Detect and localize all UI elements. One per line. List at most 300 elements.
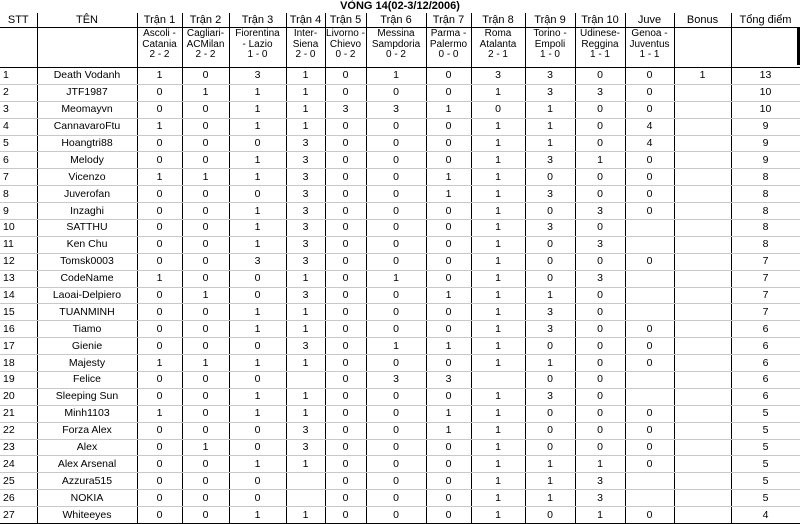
score-cell[interactable]: 1 [229,118,286,135]
player-name-cell[interactable]: CannavaroFtu [37,118,137,135]
score-cell[interactable]: 0 [426,253,471,270]
score-cell[interactable]: 0 [426,68,471,85]
score-cell[interactable]: 0 [426,236,471,253]
rank-cell[interactable]: 8 [0,186,37,203]
score-cell[interactable] [674,422,731,439]
score-cell[interactable]: 1 [471,405,525,422]
score-cell[interactable]: 5 [731,490,800,507]
column-header[interactable]: Trận 3 [229,13,286,28]
score-cell[interactable]: 1 [426,338,471,355]
rank-cell[interactable]: 5 [0,135,37,152]
score-cell[interactable]: 0 [137,186,182,203]
match-cell[interactable] [182,28,229,68]
player-name-cell[interactable]: Sleeping Sun [37,388,137,405]
score-cell[interactable]: 1 [286,456,325,473]
score-cell[interactable]: 1 [286,355,325,372]
score-cell[interactable]: 0 [229,490,286,507]
rank-cell[interactable]: 18 [0,355,37,372]
score-cell[interactable]: 3 [286,203,325,220]
rank-cell[interactable]: 7 [0,169,37,186]
rank-cell[interactable]: 23 [0,439,37,456]
score-cell[interactable]: 1 [471,236,525,253]
score-cell[interactable]: 0 [229,439,286,456]
score-cell[interactable]: 0 [525,203,575,220]
score-cell[interactable]: 0 [625,152,674,169]
score-cell[interactable]: 0 [325,405,366,422]
score-cell[interactable]: 0 [182,101,229,118]
match-cell[interactable] [325,28,366,68]
column-header[interactable]: Trận 7 [426,13,471,28]
score-cell[interactable]: 0 [575,253,625,270]
score-cell[interactable]: 0 [366,321,426,338]
score-cell[interactable]: 7 [731,304,800,321]
score-cell[interactable]: 0 [366,118,426,135]
score-cell[interactable] [674,405,731,422]
score-cell[interactable]: 8 [731,169,800,186]
score-cell[interactable]: 1 [471,186,525,203]
score-cell[interactable]: 0 [625,338,674,355]
score-cell[interactable]: 1 [471,152,525,169]
score-cell[interactable]: 0 [525,372,575,389]
score-cell[interactable] [674,203,731,220]
score-cell[interactable]: 3 [525,220,575,237]
score-cell[interactable] [625,490,674,507]
score-cell[interactable]: 0 [229,372,286,389]
score-cell[interactable]: 0 [366,439,426,456]
score-cell[interactable]: 1 [229,304,286,321]
score-cell[interactable]: 3 [366,101,426,118]
rank-cell[interactable]: 21 [0,405,37,422]
score-cell[interactable]: 8 [731,203,800,220]
score-cell[interactable]: 0 [366,422,426,439]
score-cell[interactable]: 8 [731,220,800,237]
rank-cell[interactable]: 15 [0,304,37,321]
score-cell[interactable]: 0 [137,372,182,389]
score-cell[interactable]: 6 [731,338,800,355]
column-header[interactable]: Trận 10 [575,13,625,28]
score-cell[interactable]: 0 [426,490,471,507]
score-cell[interactable]: 5 [731,473,800,490]
match-cell[interactable] [37,28,137,68]
score-cell[interactable]: 0 [137,321,182,338]
score-cell[interactable]: 0 [137,388,182,405]
score-cell[interactable]: 0 [366,253,426,270]
rank-cell[interactable]: 20 [0,388,37,405]
score-cell[interactable]: 0 [575,169,625,186]
score-cell[interactable]: 3 [575,473,625,490]
score-cell[interactable]: 5 [731,422,800,439]
column-header[interactable]: Trận 1 [137,13,182,28]
rank-cell[interactable]: 4 [0,118,37,135]
score-cell[interactable] [674,101,731,118]
score-cell[interactable]: 0 [426,84,471,101]
score-cell[interactable] [471,372,525,389]
score-cell[interactable]: 0 [182,220,229,237]
score-cell[interactable]: 0 [426,270,471,287]
score-cell[interactable]: 0 [575,220,625,237]
score-cell[interactable]: 0 [625,355,674,372]
score-cell[interactable]: 0 [137,507,182,524]
score-cell[interactable]: 0 [525,405,575,422]
score-cell[interactable] [674,84,731,101]
score-cell[interactable]: 1 [182,355,229,372]
score-cell[interactable]: 1 [229,388,286,405]
score-cell[interactable]: 0 [325,270,366,287]
score-cell[interactable]: 1 [286,321,325,338]
score-cell[interactable]: 3 [575,84,625,101]
score-cell[interactable]: 3 [229,68,286,85]
score-cell[interactable] [674,439,731,456]
score-cell[interactable]: 0 [325,473,366,490]
player-name-cell[interactable]: Inzaghi [37,203,137,220]
score-cell[interactable]: 1 [426,287,471,304]
score-cell[interactable]: 0 [575,439,625,456]
score-cell[interactable]: 3 [575,270,625,287]
score-cell[interactable]: 6 [731,388,800,405]
rank-cell[interactable]: 13 [0,270,37,287]
score-cell[interactable]: 0 [325,68,366,85]
score-cell[interactable]: 0 [182,304,229,321]
score-cell[interactable]: 7 [731,270,800,287]
score-cell[interactable] [286,473,325,490]
score-cell[interactable]: 3 [525,186,575,203]
score-cell[interactable]: 0 [325,220,366,237]
rank-cell[interactable]: 24 [0,456,37,473]
score-cell[interactable]: 0 [525,422,575,439]
score-cell[interactable]: 1 [471,507,525,524]
score-cell[interactable]: 0 [525,338,575,355]
score-cell[interactable]: 0 [426,439,471,456]
score-cell[interactable]: 0 [325,388,366,405]
score-cell[interactable]: 0 [366,355,426,372]
score-cell[interactable]: 0 [182,236,229,253]
column-header[interactable]: Trận 8 [471,13,525,28]
score-cell[interactable]: 0 [182,388,229,405]
score-cell[interactable]: 1 [229,203,286,220]
score-cell[interactable]: 0 [575,186,625,203]
score-cell[interactable]: 0 [426,152,471,169]
score-cell[interactable]: 0 [325,372,366,389]
score-cell[interactable]: 0 [137,220,182,237]
score-cell[interactable]: 1 [137,118,182,135]
score-cell[interactable] [674,490,731,507]
score-cell[interactable]: 0 [426,355,471,372]
match-cell[interactable] [0,28,37,68]
score-cell[interactable]: 1 [286,304,325,321]
player-name-cell[interactable]: Felice [37,372,137,389]
score-cell[interactable]: 1 [182,439,229,456]
score-cell[interactable]: 0 [366,169,426,186]
score-cell[interactable]: 0 [182,456,229,473]
player-name-cell[interactable]: Alex [37,439,137,456]
score-cell[interactable]: 0 [366,84,426,101]
score-cell[interactable] [286,372,325,389]
score-cell[interactable] [674,456,731,473]
score-cell[interactable]: 1 [182,84,229,101]
score-cell[interactable]: 0 [182,270,229,287]
score-cell[interactable]: 1 [525,118,575,135]
score-cell[interactable]: 0 [137,203,182,220]
score-cell[interactable]: 0 [525,169,575,186]
score-cell[interactable]: 13 [731,68,800,85]
score-cell[interactable]: 0 [575,388,625,405]
score-cell[interactable]: 1 [471,304,525,321]
score-cell[interactable]: 1 [674,68,731,85]
score-cell[interactable]: 0 [325,490,366,507]
rank-cell[interactable]: 11 [0,236,37,253]
player-name-cell[interactable]: Tomsk0003 [37,253,137,270]
score-cell[interactable]: 0 [182,372,229,389]
score-cell[interactable]: 1 [229,507,286,524]
score-cell[interactable]: 0 [325,321,366,338]
score-cell[interactable]: 0 [625,439,674,456]
match-cell[interactable] [525,28,575,68]
score-cell[interactable]: 0 [575,118,625,135]
score-cell[interactable]: 3 [525,304,575,321]
score-cell[interactable] [674,321,731,338]
score-cell[interactable]: 0 [137,135,182,152]
player-name-cell[interactable]: Juverofan [37,186,137,203]
score-cell[interactable]: 1 [229,236,286,253]
column-header[interactable]: STT [0,13,37,28]
score-cell[interactable]: 0 [182,321,229,338]
score-cell[interactable]: 0 [426,220,471,237]
score-cell[interactable]: 0 [325,338,366,355]
score-cell[interactable]: 1 [137,68,182,85]
rank-cell[interactable]: 16 [0,321,37,338]
score-cell[interactable] [625,304,674,321]
player-name-cell[interactable]: Azzura515 [37,473,137,490]
score-cell[interactable]: 5 [731,456,800,473]
score-cell[interactable]: 0 [575,372,625,389]
rank-cell[interactable]: 25 [0,473,37,490]
score-cell[interactable]: 4 [625,135,674,152]
score-cell[interactable]: 3 [286,236,325,253]
score-cell[interactable]: 0 [137,456,182,473]
rank-cell[interactable]: 14 [0,287,37,304]
score-cell[interactable]: 3 [525,388,575,405]
score-cell[interactable]: 0 [137,422,182,439]
match-cell[interactable] [674,28,731,68]
score-cell[interactable]: 1 [525,287,575,304]
score-cell[interactable]: 0 [137,439,182,456]
score-cell[interactable]: 1 [286,84,325,101]
score-cell[interactable]: 0 [426,304,471,321]
score-cell[interactable]: 0 [325,253,366,270]
score-cell[interactable]: 3 [575,490,625,507]
score-cell[interactable]: 0 [625,84,674,101]
score-cell[interactable]: 3 [286,135,325,152]
score-cell[interactable]: 0 [182,135,229,152]
score-cell[interactable]: 0 [325,439,366,456]
score-cell[interactable]: 1 [525,490,575,507]
score-cell[interactable]: 1 [471,338,525,355]
score-cell[interactable]: 3 [525,152,575,169]
score-cell[interactable]: 1 [471,456,525,473]
score-cell[interactable]: 1 [286,68,325,85]
score-cell[interactable]: 0 [575,422,625,439]
score-cell[interactable]: 0 [137,338,182,355]
score-cell[interactable]: 0 [366,220,426,237]
score-cell[interactable]: 0 [182,152,229,169]
score-cell[interactable]: 0 [366,405,426,422]
score-cell[interactable]: 0 [137,473,182,490]
score-cell[interactable]: 1 [286,118,325,135]
score-cell[interactable]: 0 [625,101,674,118]
column-header[interactable]: Trận 2 [182,13,229,28]
score-cell[interactable] [674,473,731,490]
score-cell[interactable]: 1 [229,405,286,422]
score-cell[interactable]: 1 [229,220,286,237]
score-cell[interactable]: 0 [426,203,471,220]
score-cell[interactable]: 0 [325,169,366,186]
score-cell[interactable]: 1 [137,405,182,422]
score-cell[interactable]: 3 [286,220,325,237]
score-cell[interactable]: 1 [471,84,525,101]
score-cell[interactable]: 1 [426,405,471,422]
score-cell[interactable]: 1 [525,135,575,152]
score-cell[interactable] [625,372,674,389]
score-cell[interactable]: 1 [471,253,525,270]
score-cell[interactable]: 0 [625,321,674,338]
match-cell[interactable] [625,28,674,68]
score-cell[interactable] [625,287,674,304]
score-cell[interactable]: 0 [575,321,625,338]
score-cell[interactable]: 1 [366,68,426,85]
player-name-cell[interactable]: Majesty [37,355,137,372]
score-cell[interactable]: 1 [229,152,286,169]
score-cell[interactable]: 0 [137,101,182,118]
player-name-cell[interactable]: CodeName [37,270,137,287]
score-cell[interactable]: 3 [286,287,325,304]
score-cell[interactable]: 1 [575,507,625,524]
score-cell[interactable]: 1 [525,456,575,473]
player-name-cell[interactable]: Minh1103 [37,405,137,422]
score-cell[interactable]: 0 [182,422,229,439]
column-header[interactable]: Trận 9 [525,13,575,28]
match-cell[interactable] [229,28,286,68]
match-cell[interactable] [366,28,426,68]
column-header[interactable]: Trận 5 [325,13,366,28]
player-name-cell[interactable]: Melody [37,152,137,169]
score-cell[interactable]: 1 [286,405,325,422]
score-cell[interactable]: 0 [426,473,471,490]
score-cell[interactable]: 3 [286,152,325,169]
player-name-cell[interactable]: Ken Chu [37,236,137,253]
score-cell[interactable]: 0 [325,355,366,372]
player-name-cell[interactable]: Whiteeyes [37,507,137,524]
rank-cell[interactable]: 27 [0,507,37,524]
score-cell[interactable]: 1 [471,388,525,405]
match-cell[interactable] [731,28,800,68]
score-cell[interactable]: 0 [366,203,426,220]
score-cell[interactable]: 0 [575,338,625,355]
score-cell[interactable]: 0 [625,456,674,473]
score-cell[interactable]: 1 [366,270,426,287]
score-cell[interactable]: 0 [366,304,426,321]
score-cell[interactable]: 1 [229,101,286,118]
score-cell[interactable]: 1 [471,355,525,372]
rank-cell[interactable]: 26 [0,490,37,507]
score-cell[interactable]: 1 [137,355,182,372]
score-cell[interactable]: 0 [625,422,674,439]
score-cell[interactable]: 1 [137,169,182,186]
score-cell[interactable]: 0 [366,456,426,473]
score-cell[interactable]: 3 [286,338,325,355]
score-cell[interactable]: 1 [471,220,525,237]
player-name-cell[interactable]: Alex Arsenal [37,456,137,473]
score-cell[interactable]: 3 [286,439,325,456]
player-name-cell[interactable]: Tiamo [37,321,137,338]
score-cell[interactable]: 1 [182,169,229,186]
match-cell[interactable] [426,28,471,68]
score-cell[interactable]: 0 [182,490,229,507]
score-cell[interactable]: 0 [575,304,625,321]
score-cell[interactable] [625,388,674,405]
player-name-cell[interactable]: NOKIA [37,490,137,507]
score-cell[interactable]: 0 [575,68,625,85]
score-cell[interactable]: 3 [471,68,525,85]
score-cell[interactable]: 3 [286,422,325,439]
score-cell[interactable]: 7 [731,253,800,270]
score-cell[interactable]: 0 [426,456,471,473]
score-cell[interactable]: 4 [625,118,674,135]
score-cell[interactable]: 3 [525,68,575,85]
score-cell[interactable]: 3 [286,169,325,186]
score-cell[interactable] [674,152,731,169]
score-cell[interactable]: 0 [325,456,366,473]
score-cell[interactable]: 0 [471,101,525,118]
score-cell[interactable]: 0 [366,186,426,203]
player-name-cell[interactable]: Meomayvn [37,101,137,118]
score-cell[interactable]: 0 [426,135,471,152]
player-name-cell[interactable]: Vicenzo [37,169,137,186]
score-cell[interactable]: 0 [426,507,471,524]
score-cell[interactable]: 0 [366,490,426,507]
score-cell[interactable]: 1 [426,169,471,186]
score-cell[interactable]: 1 [286,388,325,405]
score-cell[interactable] [674,355,731,372]
score-cell[interactable]: 0 [625,405,674,422]
player-name-cell[interactable]: Death Vodanh [37,68,137,85]
score-cell[interactable]: 0 [182,473,229,490]
score-cell[interactable]: 0 [182,203,229,220]
score-cell[interactable]: 0 [366,152,426,169]
score-cell[interactable]: 3 [229,253,286,270]
score-cell[interactable]: 0 [426,118,471,135]
score-cell[interactable] [674,220,731,237]
score-cell[interactable]: 0 [325,135,366,152]
score-cell[interactable]: 3 [575,203,625,220]
score-cell[interactable]: 9 [731,135,800,152]
score-cell[interactable]: 1 [426,101,471,118]
score-cell[interactable]: 0 [137,490,182,507]
column-header[interactable]: TÊN [37,13,137,28]
column-header[interactable]: Trận 6 [366,13,426,28]
score-cell[interactable]: 0 [366,388,426,405]
match-cell[interactable] [286,28,325,68]
score-cell[interactable]: 7 [731,287,800,304]
score-cell[interactable] [674,135,731,152]
score-cell[interactable]: 0 [325,287,366,304]
player-name-cell[interactable]: Laoai-Delpiero [37,287,137,304]
rank-cell[interactable]: 17 [0,338,37,355]
score-cell[interactable]: 1 [229,355,286,372]
score-cell[interactable]: 9 [731,152,800,169]
score-cell[interactable] [674,287,731,304]
score-cell[interactable]: 1 [426,422,471,439]
rank-cell[interactable]: 12 [0,253,37,270]
